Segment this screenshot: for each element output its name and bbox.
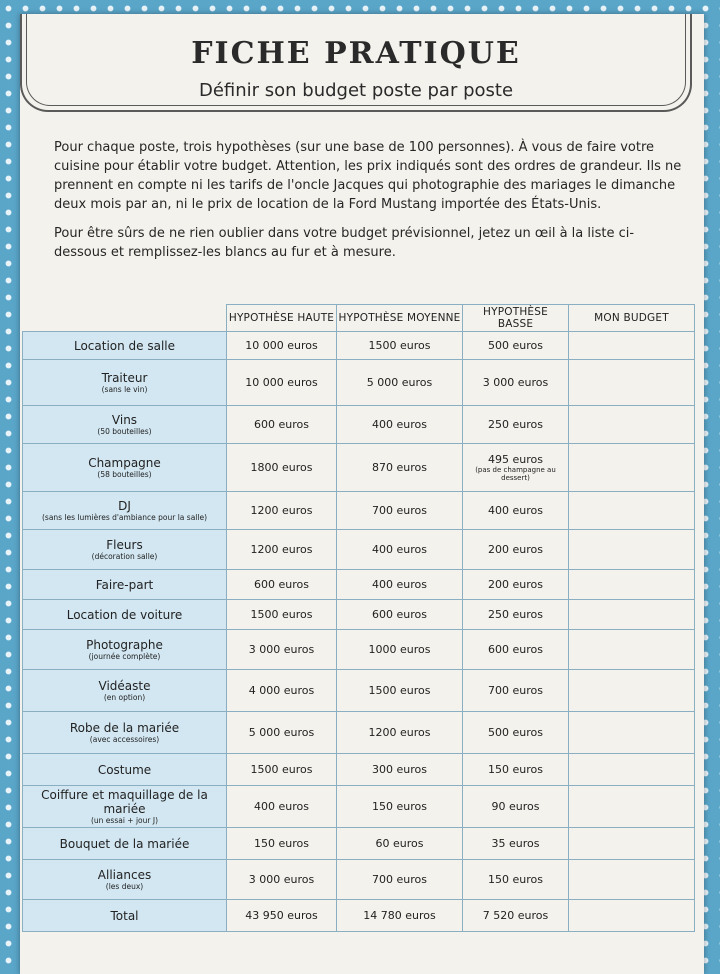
value-mid xyxy=(337,630,463,670)
value-high xyxy=(227,332,337,360)
value-mid xyxy=(337,360,463,406)
value-high xyxy=(227,492,337,530)
value-mid xyxy=(337,332,463,360)
value-text: 10 000 euros xyxy=(245,376,318,389)
my-budget-cell[interactable] xyxy=(569,332,695,360)
value-text: 250 euros xyxy=(488,608,543,621)
value-text: 5 000 euros xyxy=(248,726,315,739)
value-low xyxy=(463,444,569,492)
value-low xyxy=(463,570,569,600)
row-label: Bouquet de la mariée xyxy=(59,836,190,851)
table-row xyxy=(23,630,695,670)
row-label-note: (les deux) xyxy=(105,882,144,891)
value-high xyxy=(227,444,337,492)
header-my-budget: MON BUDGET xyxy=(569,305,695,332)
value-high xyxy=(227,630,337,670)
row-label: Faire-part xyxy=(95,577,154,592)
value-text: 3 000 euros xyxy=(482,376,549,389)
row-label-cell xyxy=(23,712,227,754)
value-high xyxy=(227,786,337,828)
intro-paragraph-2: Pour être sûrs de ne rien oublier dans votre budget prévisionnel, jetez un œil à la liste ci-dessous et remplissez-les blancs au fur et à mesure. xyxy=(54,226,635,260)
intro-paragraph-1: Pour chaque poste, trois hypothèses (sur une base de 100 personnes). À vous de faire votre cuisine pour établir votre budget. Attention, les prix indiqués sont des ordres de grandeur. Ils ne prennent en compte ni les tarifs de l'oncle Jacques qui photographie des mariages le dimanche deux mois par an, ni le prix de location de la Ford Mustang importée des États-Unis. xyxy=(54,140,682,212)
row-label: Vidéaste xyxy=(98,679,151,693)
page-sheet xyxy=(20,14,704,974)
row-label-cell xyxy=(23,570,227,600)
my-budget-cell[interactable] xyxy=(569,406,695,444)
value-text: 300 euros xyxy=(372,763,427,776)
row-label-cell xyxy=(23,600,227,630)
value-mid xyxy=(337,570,463,600)
value-text: 400 euros xyxy=(254,800,309,813)
value-text: 400 euros xyxy=(372,578,427,591)
value-text: 1500 euros xyxy=(368,339,431,352)
row-label-note: (décoration salle) xyxy=(91,552,158,561)
value-text: 400 euros xyxy=(372,418,427,431)
my-budget-cell[interactable] xyxy=(569,630,695,670)
row-label-note: (sans les lumières d'ambiance pour la salle) xyxy=(41,513,207,522)
row-label-cell xyxy=(23,630,227,670)
value-low xyxy=(463,530,569,570)
row-label-cell xyxy=(23,786,227,828)
value-text: 600 euros xyxy=(254,578,309,591)
value-high xyxy=(227,530,337,570)
value-low xyxy=(463,712,569,754)
row-label: Coiffure et maquillage de la mariée xyxy=(41,788,208,816)
value-text: 200 euros xyxy=(488,578,543,591)
table-row xyxy=(23,754,695,786)
header-mid: HYPOTHÈSE MOYENNE xyxy=(337,305,463,332)
value-text: 4 000 euros xyxy=(248,684,315,697)
header-high: HYPOTHÈSE HAUTE xyxy=(227,305,337,332)
page-title: FICHE PRATIQUE xyxy=(191,36,521,71)
value-low xyxy=(463,860,569,900)
value-low xyxy=(463,600,569,630)
value-text: 200 euros xyxy=(488,543,543,556)
value-text: 1200 euros xyxy=(250,504,313,517)
value-low xyxy=(463,670,569,712)
value-text: 150 euros xyxy=(372,800,427,813)
row-label-note: (avec accessoires) xyxy=(89,735,160,744)
value-text: 600 euros xyxy=(488,643,543,656)
value-mid xyxy=(337,900,463,932)
value-low xyxy=(463,630,569,670)
table-row xyxy=(23,600,695,630)
value-text: 1200 euros xyxy=(250,543,313,556)
row-label-cell xyxy=(23,530,227,570)
value-mid xyxy=(337,828,463,860)
value-low xyxy=(463,828,569,860)
row-label: Location de salle xyxy=(73,338,176,353)
value-high xyxy=(227,828,337,860)
row-label: DJ xyxy=(118,499,131,513)
value-low xyxy=(463,786,569,828)
row-label: Vins xyxy=(111,413,138,427)
row-label-note: (50 bouteilles) xyxy=(97,427,152,436)
my-budget-cell[interactable] xyxy=(569,860,695,900)
table-row xyxy=(23,828,695,860)
my-budget-cell[interactable] xyxy=(569,754,695,786)
value-text: 1500 euros xyxy=(250,763,313,776)
value-text: 90 euros xyxy=(491,800,540,813)
value-text: 7 520 euros xyxy=(482,909,549,922)
value-text: 150 euros xyxy=(488,873,543,886)
value-high xyxy=(227,600,337,630)
row-label: Photographe xyxy=(86,638,163,652)
value-text: 250 euros xyxy=(488,418,543,431)
value-high xyxy=(227,754,337,786)
value-text: 1000 euros xyxy=(368,643,431,656)
value-low xyxy=(463,406,569,444)
value-high xyxy=(227,712,337,754)
value-note: (pas de champagne au dessert) xyxy=(475,466,556,482)
table-header-row xyxy=(23,305,695,332)
row-label-cell xyxy=(23,900,227,932)
table-row xyxy=(23,670,695,712)
row-label: Traiteur xyxy=(101,371,148,385)
my-budget-cell[interactable] xyxy=(569,670,695,712)
table-row xyxy=(23,530,695,570)
value-text: 150 euros xyxy=(254,837,309,850)
budget-table xyxy=(22,304,695,932)
my-budget-cell[interactable] xyxy=(569,828,695,860)
value-mid xyxy=(337,712,463,754)
table-row xyxy=(23,406,695,444)
row-label-cell xyxy=(23,332,227,360)
value-text: 600 euros xyxy=(372,608,427,621)
row-label-note: (en option) xyxy=(103,693,146,702)
value-mid xyxy=(337,670,463,712)
value-text: 1500 euros xyxy=(368,684,431,697)
row-label-cell xyxy=(23,360,227,406)
my-budget-cell[interactable] xyxy=(569,900,695,932)
value-text: 14 780 euros xyxy=(363,909,436,922)
row-label-cell xyxy=(23,444,227,492)
row-label: Location de voiture xyxy=(66,607,183,622)
my-budget-cell[interactable] xyxy=(569,492,695,530)
header-empty-cell xyxy=(23,305,227,332)
table-row xyxy=(23,860,695,900)
value-low xyxy=(463,754,569,786)
value-text: 500 euros xyxy=(488,339,543,352)
table-row xyxy=(23,900,695,932)
value-high xyxy=(227,406,337,444)
table-row xyxy=(23,492,695,530)
page-subtitle: Définir son budget poste par poste xyxy=(198,80,514,101)
value-low xyxy=(463,332,569,360)
value-high xyxy=(227,900,337,932)
row-label-cell xyxy=(23,754,227,786)
row-label-cell xyxy=(23,670,227,712)
intro-text xyxy=(54,138,682,272)
row-label-cell xyxy=(23,860,227,900)
value-text: 150 euros xyxy=(488,763,543,776)
value-text: 700 euros xyxy=(372,873,427,886)
value-mid xyxy=(337,600,463,630)
table-row xyxy=(23,786,695,828)
row-label: Costume xyxy=(97,762,152,777)
row-label: Total xyxy=(110,908,139,923)
row-label-cell xyxy=(23,492,227,530)
value-text: 3 000 euros xyxy=(248,873,315,886)
value-high xyxy=(227,360,337,406)
value-high xyxy=(227,570,337,600)
value-text: 1200 euros xyxy=(368,726,431,739)
value-low xyxy=(463,360,569,406)
row-label-note: (sans le vin) xyxy=(101,385,148,394)
value-text: 700 euros xyxy=(488,684,543,697)
title-frame xyxy=(20,14,692,112)
row-label: Champagne xyxy=(88,456,161,470)
my-budget-cell[interactable] xyxy=(569,570,695,600)
table-row xyxy=(23,332,695,360)
my-budget-cell[interactable] xyxy=(569,530,695,570)
budget-table-body xyxy=(23,332,695,932)
value-text: 35 euros xyxy=(491,837,540,850)
my-budget-cell[interactable] xyxy=(569,712,695,754)
table-row xyxy=(23,360,695,406)
value-text: 5 000 euros xyxy=(366,376,433,389)
value-text: 1800 euros xyxy=(250,461,313,474)
value-text: 500 euros xyxy=(488,726,543,739)
value-text: 3 000 euros xyxy=(248,643,315,656)
value-text: 10 000 euros xyxy=(245,339,318,352)
value-mid xyxy=(337,530,463,570)
value-mid xyxy=(337,786,463,828)
row-label-note: (58 bouteilles) xyxy=(97,470,152,479)
value-low xyxy=(463,492,569,530)
value-high xyxy=(227,670,337,712)
value-text: 600 euros xyxy=(254,418,309,431)
header-low: HYPOTHÈSE BASSE xyxy=(463,305,569,332)
value-text: 400 euros xyxy=(488,504,543,517)
value-low xyxy=(463,900,569,932)
my-budget-cell[interactable] xyxy=(569,444,695,492)
table-row xyxy=(23,570,695,600)
value-mid xyxy=(337,860,463,900)
value-high xyxy=(227,860,337,900)
my-budget-cell[interactable] xyxy=(569,600,695,630)
value-text: 400 euros xyxy=(372,543,427,556)
my-budget-cell[interactable] xyxy=(569,786,695,828)
row-label-cell xyxy=(23,828,227,860)
row-label: Fleurs xyxy=(106,538,143,552)
row-label: Alliances xyxy=(97,868,152,882)
value-text: 60 euros xyxy=(375,837,424,850)
row-label: Robe de la mariée xyxy=(69,721,180,735)
value-mid xyxy=(337,444,463,492)
table-row xyxy=(23,712,695,754)
value-mid xyxy=(337,492,463,530)
row-label-note: (journée complète) xyxy=(88,652,161,661)
value-text: 870 euros xyxy=(372,461,427,474)
value-text: 495 euros xyxy=(488,453,543,466)
value-text: 1500 euros xyxy=(250,608,313,621)
value-mid xyxy=(337,754,463,786)
row-label-note: (un essai + jour J) xyxy=(90,816,158,825)
value-mid xyxy=(337,406,463,444)
value-text: 43 950 euros xyxy=(245,909,318,922)
table-row xyxy=(23,444,695,492)
value-text: 700 euros xyxy=(372,504,427,517)
my-budget-cell[interactable] xyxy=(569,360,695,406)
row-label-cell xyxy=(23,406,227,444)
